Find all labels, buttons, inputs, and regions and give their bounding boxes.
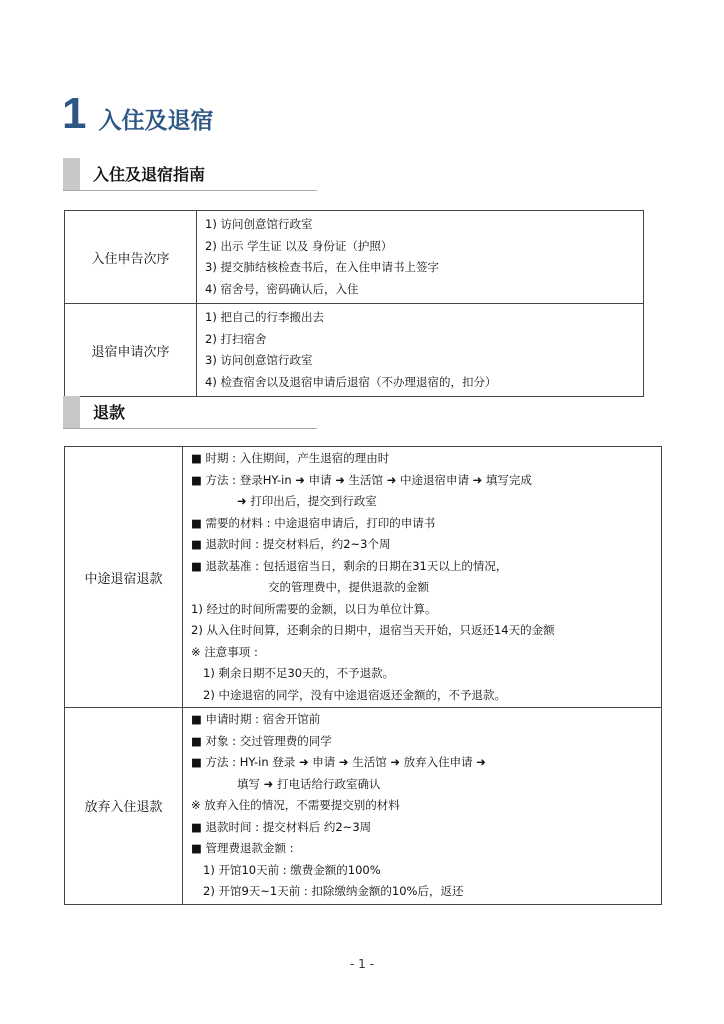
list-item: ※ 放弃入住的情况，不需要提交别的材料 — [191, 798, 400, 812]
list-item: 2) 出示 学生证 以及 身份证（护照） — [205, 238, 393, 253]
list-item: 填写 ➜ 打电话给行政室确认 — [237, 776, 381, 791]
table-row — [65, 708, 662, 905]
section-marker — [63, 396, 80, 428]
chapter-heading — [62, 89, 214, 138]
list-item: 3) 提交肺结核检查书后，在入住申请书上签字 — [205, 260, 439, 274]
list-item: 4) 宿舍号，密码确认后，入住 — [205, 281, 359, 296]
list-item: ■ 退款时间 : 提交材料后，约2~3个周 — [191, 537, 391, 551]
list-item: 2) 中途退宿的同学，没有中途退宿返还金额的，不予退款。 — [203, 687, 506, 702]
row-label: 放弃入住退款 — [65, 708, 183, 905]
list-item: ➜ 打印出后，提交到行政室 — [237, 494, 377, 508]
list-item: ■ 申请时期 : 宿舍开馆前 — [191, 712, 321, 726]
list-item: 1) 经过的时间所需要的金额，以日为单位计算。 — [191, 601, 437, 616]
list-item: 交的管理费中，提供退款的金额 — [268, 580, 429, 594]
refund-table — [64, 446, 662, 905]
section-heading-checkin — [63, 158, 317, 191]
table-row — [65, 211, 644, 304]
page-number: - 1 - — [350, 957, 374, 971]
list-item: 2) 开馆9天~1天前 : 扣除缴纳金额的10%后，返还 — [203, 884, 464, 898]
row-content — [183, 708, 662, 905]
table-row — [65, 304, 644, 397]
list-item: ■ 方法 : HY-in 登录 ➜ 申请 ➜ 生活馆 ➜ 放弃入住申请 ➜ — [191, 755, 486, 769]
row-content — [183, 447, 662, 708]
list-item: ■ 退款基准 : 包括退宿当日，剩余的日期在31天以上的情况， — [191, 558, 508, 573]
list-item: 2) 从入住时间算，还剩余的日期中，退宿当天开始，只返还14天的金额 — [191, 623, 555, 637]
table-row — [65, 447, 662, 708]
row-label: 退宿申请次序 — [65, 304, 197, 397]
list-item: 4) 检查宿舍以及退宿申请后退宿（不办理退宿的，扣分） — [205, 374, 497, 389]
row-content — [197, 304, 644, 397]
list-item: ■ 管理费退款金额 : — [191, 841, 294, 855]
list-item: ■ 退款时间 : 提交材料后 约2~3周 — [191, 819, 372, 834]
list-item: 1) 访问创意馆行政室 — [205, 217, 313, 231]
list-item: 1) 开馆10天前 : 缴费金额的100% — [203, 862, 381, 877]
chapter-number: 1 — [62, 89, 87, 138]
list-item: ■ 对象 : 交过管理费的同学 — [191, 733, 332, 748]
row-content — [197, 211, 644, 304]
section-title: 退款 — [93, 403, 126, 422]
row-label: 入住申告次序 — [65, 211, 197, 304]
list-item: ■ 需要的材料 : 中途退宿申请后，打印的申请书 — [191, 515, 436, 530]
checkin-table — [64, 210, 644, 397]
section-heading-refund — [63, 396, 317, 429]
list-item: 1) 把自己的行李搬出去 — [205, 310, 324, 324]
row-label: 中途退宿退款 — [65, 447, 183, 708]
section-marker — [63, 158, 80, 190]
list-item: ※ 注意事项 : — [191, 644, 258, 659]
list-item: ■ 方法 : 登录HY-in ➜ 申请 ➜ 生活馆 ➜ 中途退宿申请 ➜ 填写完成 — [191, 472, 532, 487]
list-item: 1) 剩余日期不足30天的，不予退款。 — [203, 666, 395, 680]
list-item: 2) 打扫宿舍 — [205, 331, 267, 346]
list-item: ■ 时期 : 入住期间，产生退宿的理由时 — [191, 451, 390, 465]
section-title: 入住及退宿指南 — [93, 165, 206, 184]
list-item: 3) 访问创意馆行政室 — [205, 353, 313, 367]
chapter-title: 入住及退宿 — [98, 108, 214, 134]
